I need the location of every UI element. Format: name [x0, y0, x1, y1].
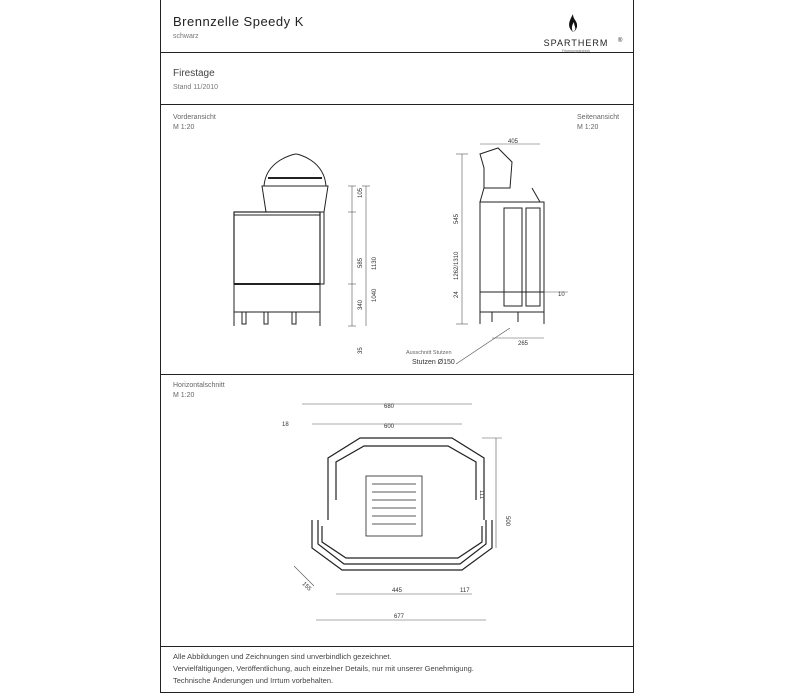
front-dim-1040: 1040 — [372, 288, 378, 302]
front-dim-35: 35 — [358, 347, 364, 354]
side-flue-pipe — [480, 148, 512, 188]
front-glass — [234, 212, 320, 284]
section-stand: Stand 11/2010 — [173, 84, 219, 91]
views-divider — [161, 374, 633, 375]
footer-line-2: Vervielfältigungen, Veröffentlichung, auch einzelner Details, nur mit unserer Genehmigung. — [173, 664, 474, 673]
side-dim-24: 24 — [454, 291, 460, 298]
plan-dim-18: 18 — [282, 422, 289, 428]
side-dim-405: 405 — [508, 139, 519, 145]
front-view-drawing — [222, 150, 382, 360]
plan-dim-600: 600 — [384, 424, 395, 430]
side-stutzen-label: Stutzen Ø150 — [412, 359, 455, 366]
footer-divider — [161, 646, 633, 647]
plan-dim-500: 500 — [504, 516, 510, 527]
plan-dim-445: 445 — [392, 588, 403, 594]
product-subtitle: schwarz — [173, 33, 199, 40]
plan-view-drawing — [272, 398, 532, 628]
plan-rear-wall — [328, 438, 484, 500]
brand-registered: ® — [618, 38, 623, 44]
plan-dim-111: 111 — [478, 490, 484, 500]
front-dim-1130: 1130 — [372, 257, 378, 270]
side-outlet-label: Ausschnitt Stutzen — [406, 350, 452, 356]
plan-view-scale: M 1:20 — [173, 392, 195, 399]
section-divider — [161, 104, 633, 105]
side-body — [480, 202, 544, 312]
brand-tagline: Feuerungstechnik — [562, 49, 590, 53]
plan-dim-680: 680 — [384, 404, 395, 410]
front-view-scale: M 1:20 — [173, 124, 195, 131]
plan-dim-677: 677 — [394, 614, 405, 620]
product-title: Brennzelle Speedy K — [173, 14, 304, 29]
side-dim-10: 10 — [558, 292, 565, 298]
plan-dim-117: 117 — [460, 588, 470, 594]
plan-grate — [366, 476, 422, 536]
front-dim-105: 105 — [358, 187, 364, 198]
side-dim-265: 265 — [518, 341, 529, 347]
front-dome — [264, 154, 326, 186]
spartherm-logo — [526, 6, 626, 54]
footer-line-3: Technische Änderungen und Irrtum vorbehalten. — [173, 676, 334, 685]
front-dim-340: 340 — [358, 299, 364, 310]
plan-dim-155: 155 — [300, 581, 312, 593]
section-title: Firestage — [173, 68, 215, 79]
side-view-label: Seitenansicht — [577, 114, 620, 121]
footer-line-1: Alle Abbildungen und Zeichnungen sind unverbindlich gezeichnet. — [173, 652, 392, 661]
side-view-drawing — [400, 132, 590, 372]
front-view-label: Vorderansicht — [173, 114, 216, 121]
side-view-scale: M 1:20 — [577, 124, 599, 131]
plan-view-label: Horizontalschnitt — [173, 382, 225, 389]
brand-name: SPARTHERM — [543, 38, 609, 48]
side-dim-1262: 1262/1310 — [454, 251, 460, 280]
front-dim-585: 585 — [358, 257, 364, 268]
front-base — [234, 284, 320, 312]
side-dim-545: 545 — [454, 213, 460, 224]
front-hood — [262, 186, 328, 212]
flame-icon — [526, 6, 626, 54]
plan-front-frame — [312, 520, 492, 570]
